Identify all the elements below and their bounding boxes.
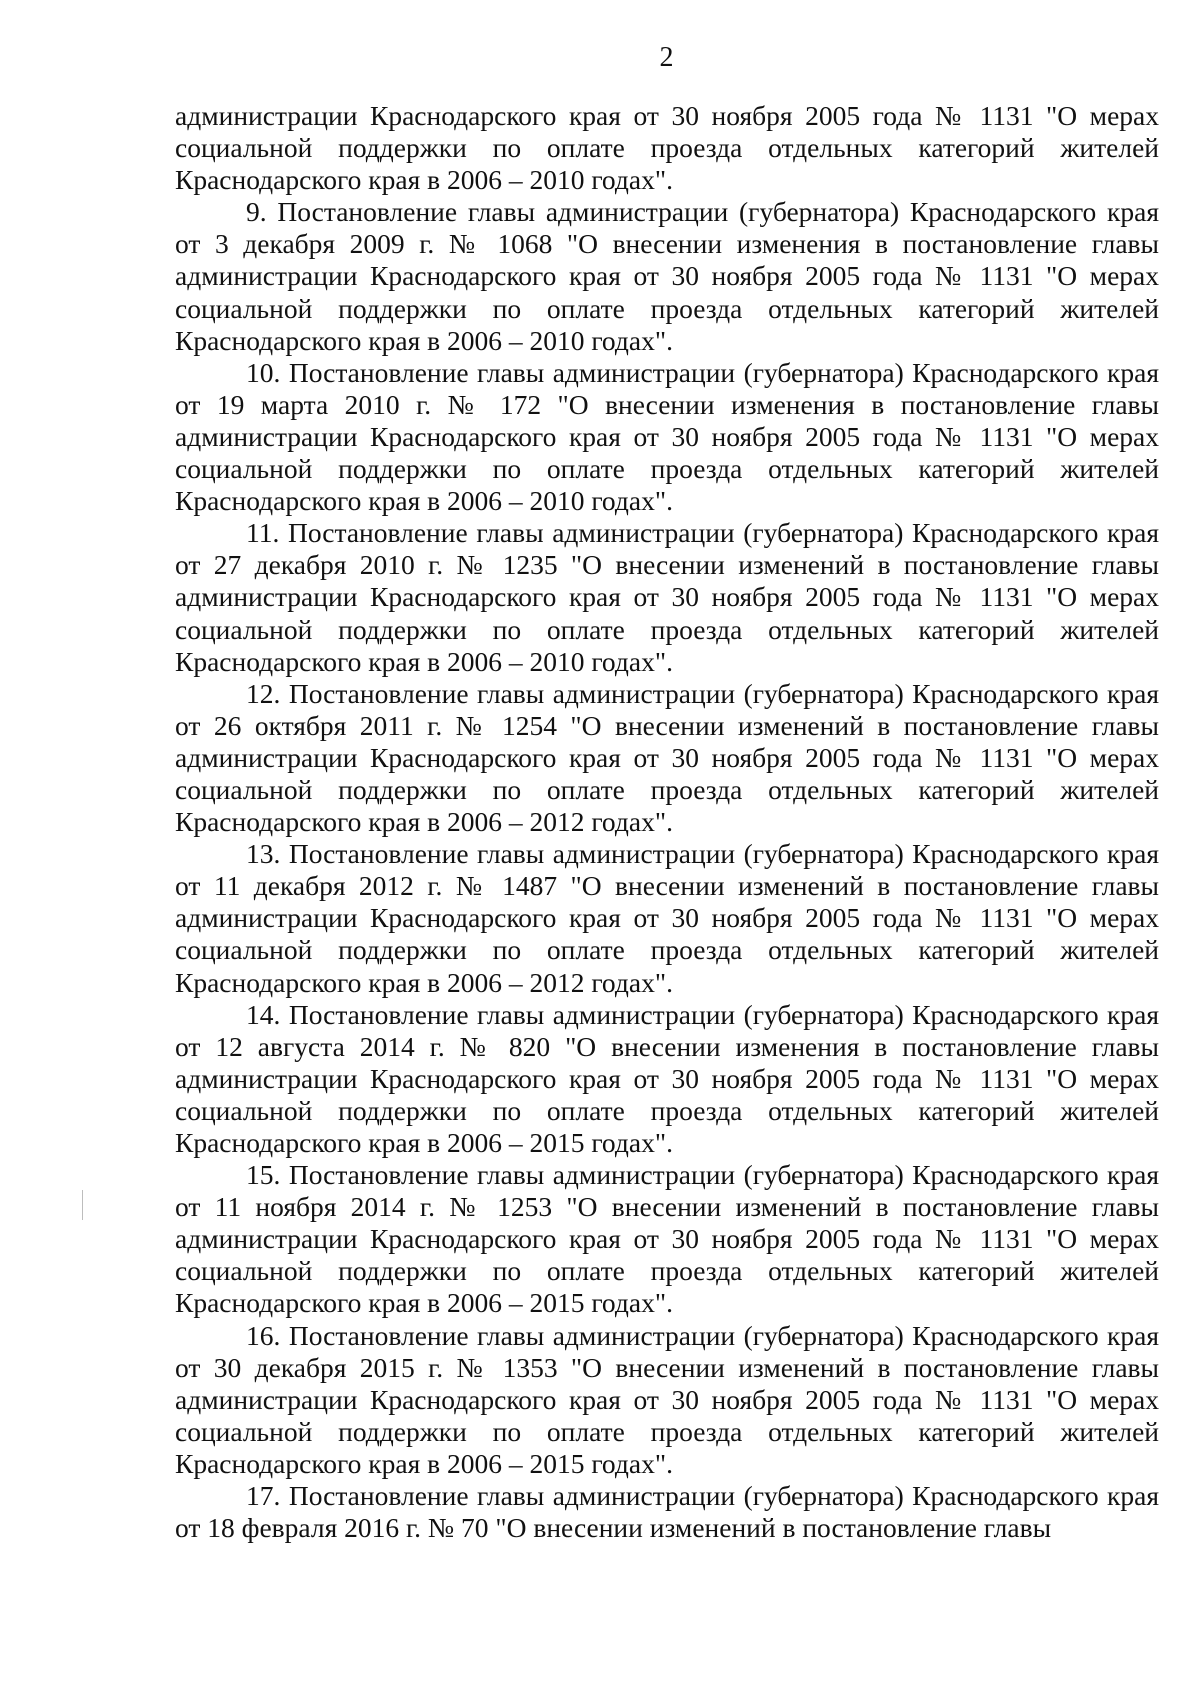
scan-margin-mark — [82, 1190, 83, 1220]
paragraph-continuation: администрации Краснодарского края от 30 ноября 2005 года № 1131 "О мерах социальной поддержки по оплате проезда отдельных категорий жителей Краснодарского края в 2006 – 2010 годах". — [175, 100, 1159, 196]
list-item-12: 12. Постановление главы администрации (губернатора) Краснодарского края от 26 октября 2011 г. № 1254 "О внесении изменений в постановление главы администрации Краснодарского края от 30 ноября 2005 года № 1131 "О мерах социальной поддержки по оплате проезда отдельных категорий жителей Краснодарского края в 2006 – 2012 годах". — [175, 677, 1159, 838]
page-number: 2 — [659, 42, 674, 73]
list-item-14: 14. Постановление главы администрации (губернатора) Краснодарского края от 12 августа 2014 г. № 820 "О внесении изменения в постановление главы администрации Краснодарского края от 30 ноября 2005 года № 1131 "О мерах социальной поддержки по оплате проезда отдельных категорий жителей Краснодарского края в 2006 – 2015 годах". — [175, 998, 1159, 1158]
list-item-13: 13. Постановление главы администрации (губернатора) Краснодарского края от 11 декабря 2012 г. № 1487 "О внесении изменений в постановление главы администрации Краснодарского края от 30 ноября 2005 года № 1131 "О мерах социальной поддержки по оплате проезда отдельных категорий жителей Краснодарского края в 2006 – 2012 годах". — [175, 838, 1159, 998]
list-item-15: 15. Постановление главы администрации (губернатора) Краснодарского края от 11 ноября 2014 г. № 1253 "О внесении изменений в постановление главы администрации Краснодарского края от 30 ноября 2005 года № 1131 "О мерах социальной поддержки по оплате проезда отдельных категорий жителей Краснодарского края в 2006 – 2015 годах". — [175, 1159, 1159, 1319]
list-item-10: 10. Постановление главы администрации (губернатора) Краснодарского края от 19 марта 2010 г. № 172 "О внесении изменения в постановление главы администрации Краснодарского края от 30 ноября 2005 года № 1131 "О мерах социальной поддержки по оплате проезда отдельных категорий жителей Краснодарского края в 2006 – 2010 годах". — [175, 356, 1159, 517]
list-item-17: 17. Постановление главы администрации (губернатора) Краснодарского края от 18 февраля 2016 г. № 70 "О внесении изменений в постановление главы — [175, 1480, 1159, 1544]
list-item-9: 9. Постановление главы администрации (губернатора) Краснодарского края от 3 декабря 2009 г. № 1068 "О внесении изменения в постановление главы администрации Краснодарского края от 30 ноября 2005 года № 1131 "О мерах социальной поддержки по оплате проезда отдельных категорий жителей Краснодарского края в 2006 – 2010 годах". — [175, 196, 1159, 356]
document-body — [175, 100, 1159, 1544]
list-item-16: 16. Постановление главы администрации (губернатора) Краснодарского края от 30 декабря 2015 г. № 1353 "О внесении изменений в постановление главы администрации Краснодарского края от 30 ноября 2005 года № 1131 "О мерах социальной поддержки по оплате проезда отдельных категорий жителей Краснодарского края в 2006 – 2015 годах". — [175, 1319, 1159, 1479]
list-item-11: 11. Постановление главы администрации (губернатора) Краснодарского края от 27 декабря 2010 г. № 1235 "О внесении изменений в постановление главы администрации Краснодарского края от 30 ноября 2005 года № 1131 "О мерах социальной поддержки по оплате проезда отдельных категорий жителей Краснодарского края в 2006 – 2010 годах". — [175, 517, 1159, 677]
